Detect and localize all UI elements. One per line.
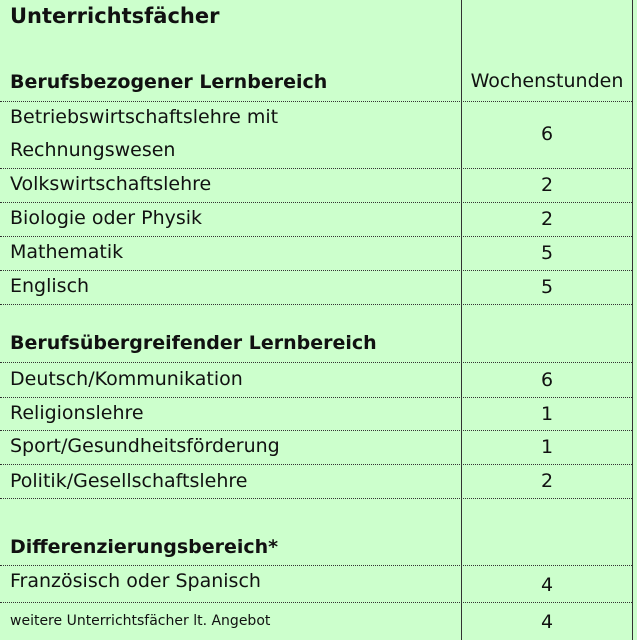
subject-name: Volkswirtschaftslehre (10, 173, 212, 195)
table-row (0, 270, 632, 305)
subject-name: weitere Unterrichtsfächer lt. Angebot (10, 613, 271, 629)
subject-hours: 2 (540, 470, 554, 492)
table-row (0, 430, 632, 465)
table-row (0, 236, 632, 271)
subject-hours: 2 (540, 208, 554, 230)
table-row (0, 362, 632, 398)
subject-hours: 2 (540, 174, 554, 196)
hours-column-header: Wochenstunden (470, 70, 624, 92)
section-heading: Berufsbezogener Lernbereich (10, 71, 328, 93)
section-header-row (0, 64, 632, 102)
table-row (0, 464, 632, 499)
subject-name-line1: Betriebswirtschaftslehre mit (10, 106, 279, 128)
section-heading: Differenzierungsbereich* (10, 536, 279, 558)
table-row (0, 602, 632, 640)
section-heading: Berufsübergreifender Lernbereich (10, 332, 377, 354)
subject-hours: 1 (540, 436, 554, 458)
section-header-row (0, 498, 632, 566)
subject-name: Französisch oder Spanisch (10, 570, 261, 592)
table-row (0, 168, 632, 203)
subject-hours: 1 (540, 403, 554, 425)
subject-hours: 6 (540, 123, 554, 145)
subject-name: Englisch (10, 275, 90, 297)
subject-name: Deutsch/Kommunikation (10, 368, 243, 390)
page-title: Unterrichtsfächer (10, 4, 220, 28)
subject-name-line2: Rechnungswesen (10, 139, 176, 161)
subject-hours: 4 (540, 611, 554, 633)
subject-name: Religionslehre (10, 402, 144, 424)
subject-hours: 5 (540, 242, 554, 264)
table-row (0, 101, 632, 169)
subject-hours: 4 (540, 574, 554, 596)
subject-hours: 5 (540, 276, 554, 298)
subject-hours: 6 (540, 369, 554, 391)
subject-name: Mathematik (10, 241, 124, 263)
table-row (0, 397, 632, 431)
subject-name: Politik/Gesellschaftslehre (10, 470, 248, 492)
table-right-border (632, 0, 633, 640)
subject-name: Sport/Gesundheitsförderung (10, 435, 280, 457)
table-row (0, 202, 632, 237)
subject-name: Biologie oder Physik (10, 207, 203, 229)
table-row (0, 565, 632, 603)
section-header-row (0, 304, 632, 363)
